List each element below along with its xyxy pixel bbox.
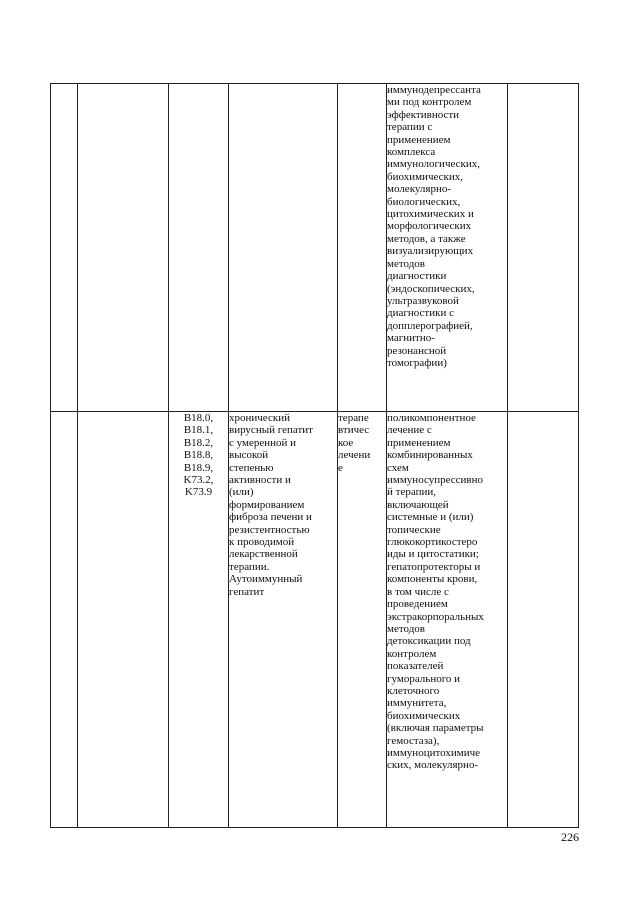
text-line: диагностики с — [387, 307, 454, 320]
text-line: ультразвуковой — [387, 294, 459, 307]
text-line: втичес — [338, 424, 370, 437]
diagnosis-text — [229, 412, 337, 598]
cost-cell — [508, 84, 579, 412]
text-line: иды и цитостатики; — [387, 548, 479, 561]
text-line: эффективности — [387, 108, 460, 121]
text-line: иммуноцитохимиче — [387, 746, 481, 759]
text-line: иммуносупрессивно — [387, 474, 483, 487]
text-line: магнитно- — [387, 332, 435, 345]
text-line: резистентностью — [229, 523, 310, 536]
text-line: ми под контролем — [387, 96, 472, 109]
method-text — [387, 412, 507, 772]
text-line: (эндоскопических, — [387, 282, 475, 295]
text-line: к проводимой — [229, 536, 295, 549]
text-line: B18.1, — [183, 424, 214, 437]
text-line: детоксикации под — [387, 635, 471, 648]
text-line: клеточного — [387, 684, 440, 697]
text-line: терапии. — [229, 560, 270, 573]
text-line: системные и (или) — [387, 511, 474, 524]
text-line: допплерографией, — [387, 319, 473, 332]
method-cell — [387, 84, 508, 412]
cost-cell — [508, 412, 579, 828]
diagnosis-cell — [229, 84, 338, 412]
method-cell — [387, 412, 508, 828]
profile-cell — [78, 412, 169, 828]
text-line: показателей — [387, 660, 444, 673]
table-row — [51, 412, 579, 828]
number-cell — [51, 412, 78, 828]
number-cell — [51, 84, 78, 412]
text-line: кое — [338, 436, 354, 449]
text-line: высокой — [229, 449, 269, 462]
text-line: схем — [387, 461, 409, 474]
text-line: применением — [387, 436, 451, 449]
text-line: K73.9 — [184, 486, 213, 499]
text-line: методов, а также — [387, 232, 466, 245]
text-line: методов — [387, 622, 425, 635]
text-line: визуализирующих — [387, 245, 474, 258]
text-line: B18.2, — [183, 436, 214, 449]
text-line: лечение с — [387, 424, 432, 437]
text-line: гепатопротекторы и — [387, 560, 481, 573]
text-line: Аутоиммунный — [229, 573, 303, 586]
text-line: компоненты крови, — [387, 573, 478, 586]
text-line: морфологических — [387, 220, 472, 233]
text-line: B18.9, — [183, 461, 214, 474]
text-line: B18.0, — [183, 412, 214, 424]
text-line: иммунодепрессанта — [387, 84, 481, 96]
text-line: проведением — [387, 598, 448, 611]
text-line: фиброза печени и — [229, 511, 312, 524]
text-line: применением — [387, 133, 451, 146]
text-line: резонансной — [387, 344, 447, 357]
text-line: с умеренной и — [229, 436, 297, 449]
text-line: комбинированных — [387, 449, 473, 462]
text-line: K73.2, — [183, 474, 214, 487]
text-line: биологических, — [387, 195, 461, 208]
codes-cell — [169, 412, 229, 828]
text-line: молекулярно- — [387, 183, 451, 196]
text-line: B18.8, — [183, 449, 214, 462]
text-line: терапе — [338, 412, 369, 424]
text-line: хронический — [229, 412, 290, 424]
treatment-type-cell — [338, 412, 387, 828]
text-line: терапии с — [387, 121, 433, 134]
text-line: топические — [387, 523, 441, 536]
text-line: иммунологических, — [387, 158, 480, 171]
text-line: й терапии, — [387, 486, 436, 499]
text-line: в том числе с — [387, 585, 449, 598]
text-line: (или) — [229, 486, 254, 499]
diagnosis-cell — [229, 412, 338, 828]
text-line: поликомпонентное — [387, 412, 476, 424]
text-line: формированием — [229, 498, 305, 511]
text-line: вирусный гепатит — [229, 424, 313, 437]
codes-cell — [169, 84, 229, 412]
text-line: гепатит — [229, 585, 265, 598]
profile-cell — [78, 84, 169, 412]
text-line: гуморального и — [387, 672, 461, 685]
text-line: (включая параметры — [387, 722, 484, 735]
text-line: экстракорпоральных — [387, 610, 484, 623]
text-line: иммунитета, — [387, 697, 447, 710]
method-text — [387, 84, 507, 369]
text-line: контролем — [387, 647, 437, 660]
text-line: ских, молекулярно- — [387, 759, 479, 772]
treatment-type-text — [338, 412, 386, 474]
text-line: гемостаза), — [387, 734, 440, 747]
text-line: томографии) — [387, 356, 447, 369]
text-line: е — [338, 461, 343, 474]
text-line: методов — [387, 257, 425, 270]
text-line: включающей — [387, 498, 449, 511]
treatment-table — [50, 83, 579, 828]
page-number: 226 — [561, 830, 579, 844]
mkb-codes — [169, 412, 228, 499]
text-line: биохимических, — [387, 170, 463, 183]
text-line: степенью — [229, 461, 274, 474]
text-line: биохимических — [387, 709, 461, 722]
text-line: диагностики — [387, 270, 447, 283]
table-row — [51, 84, 579, 412]
text-line: лечени — [338, 449, 371, 462]
text-line: активности и — [229, 474, 291, 487]
treatment-type-cell — [338, 84, 387, 412]
text-line: лекарственной — [229, 548, 298, 561]
text-line: глюкокортикостеро — [387, 536, 478, 549]
text-line: комплекса — [387, 146, 436, 159]
text-line: цитохимических и — [387, 208, 474, 221]
